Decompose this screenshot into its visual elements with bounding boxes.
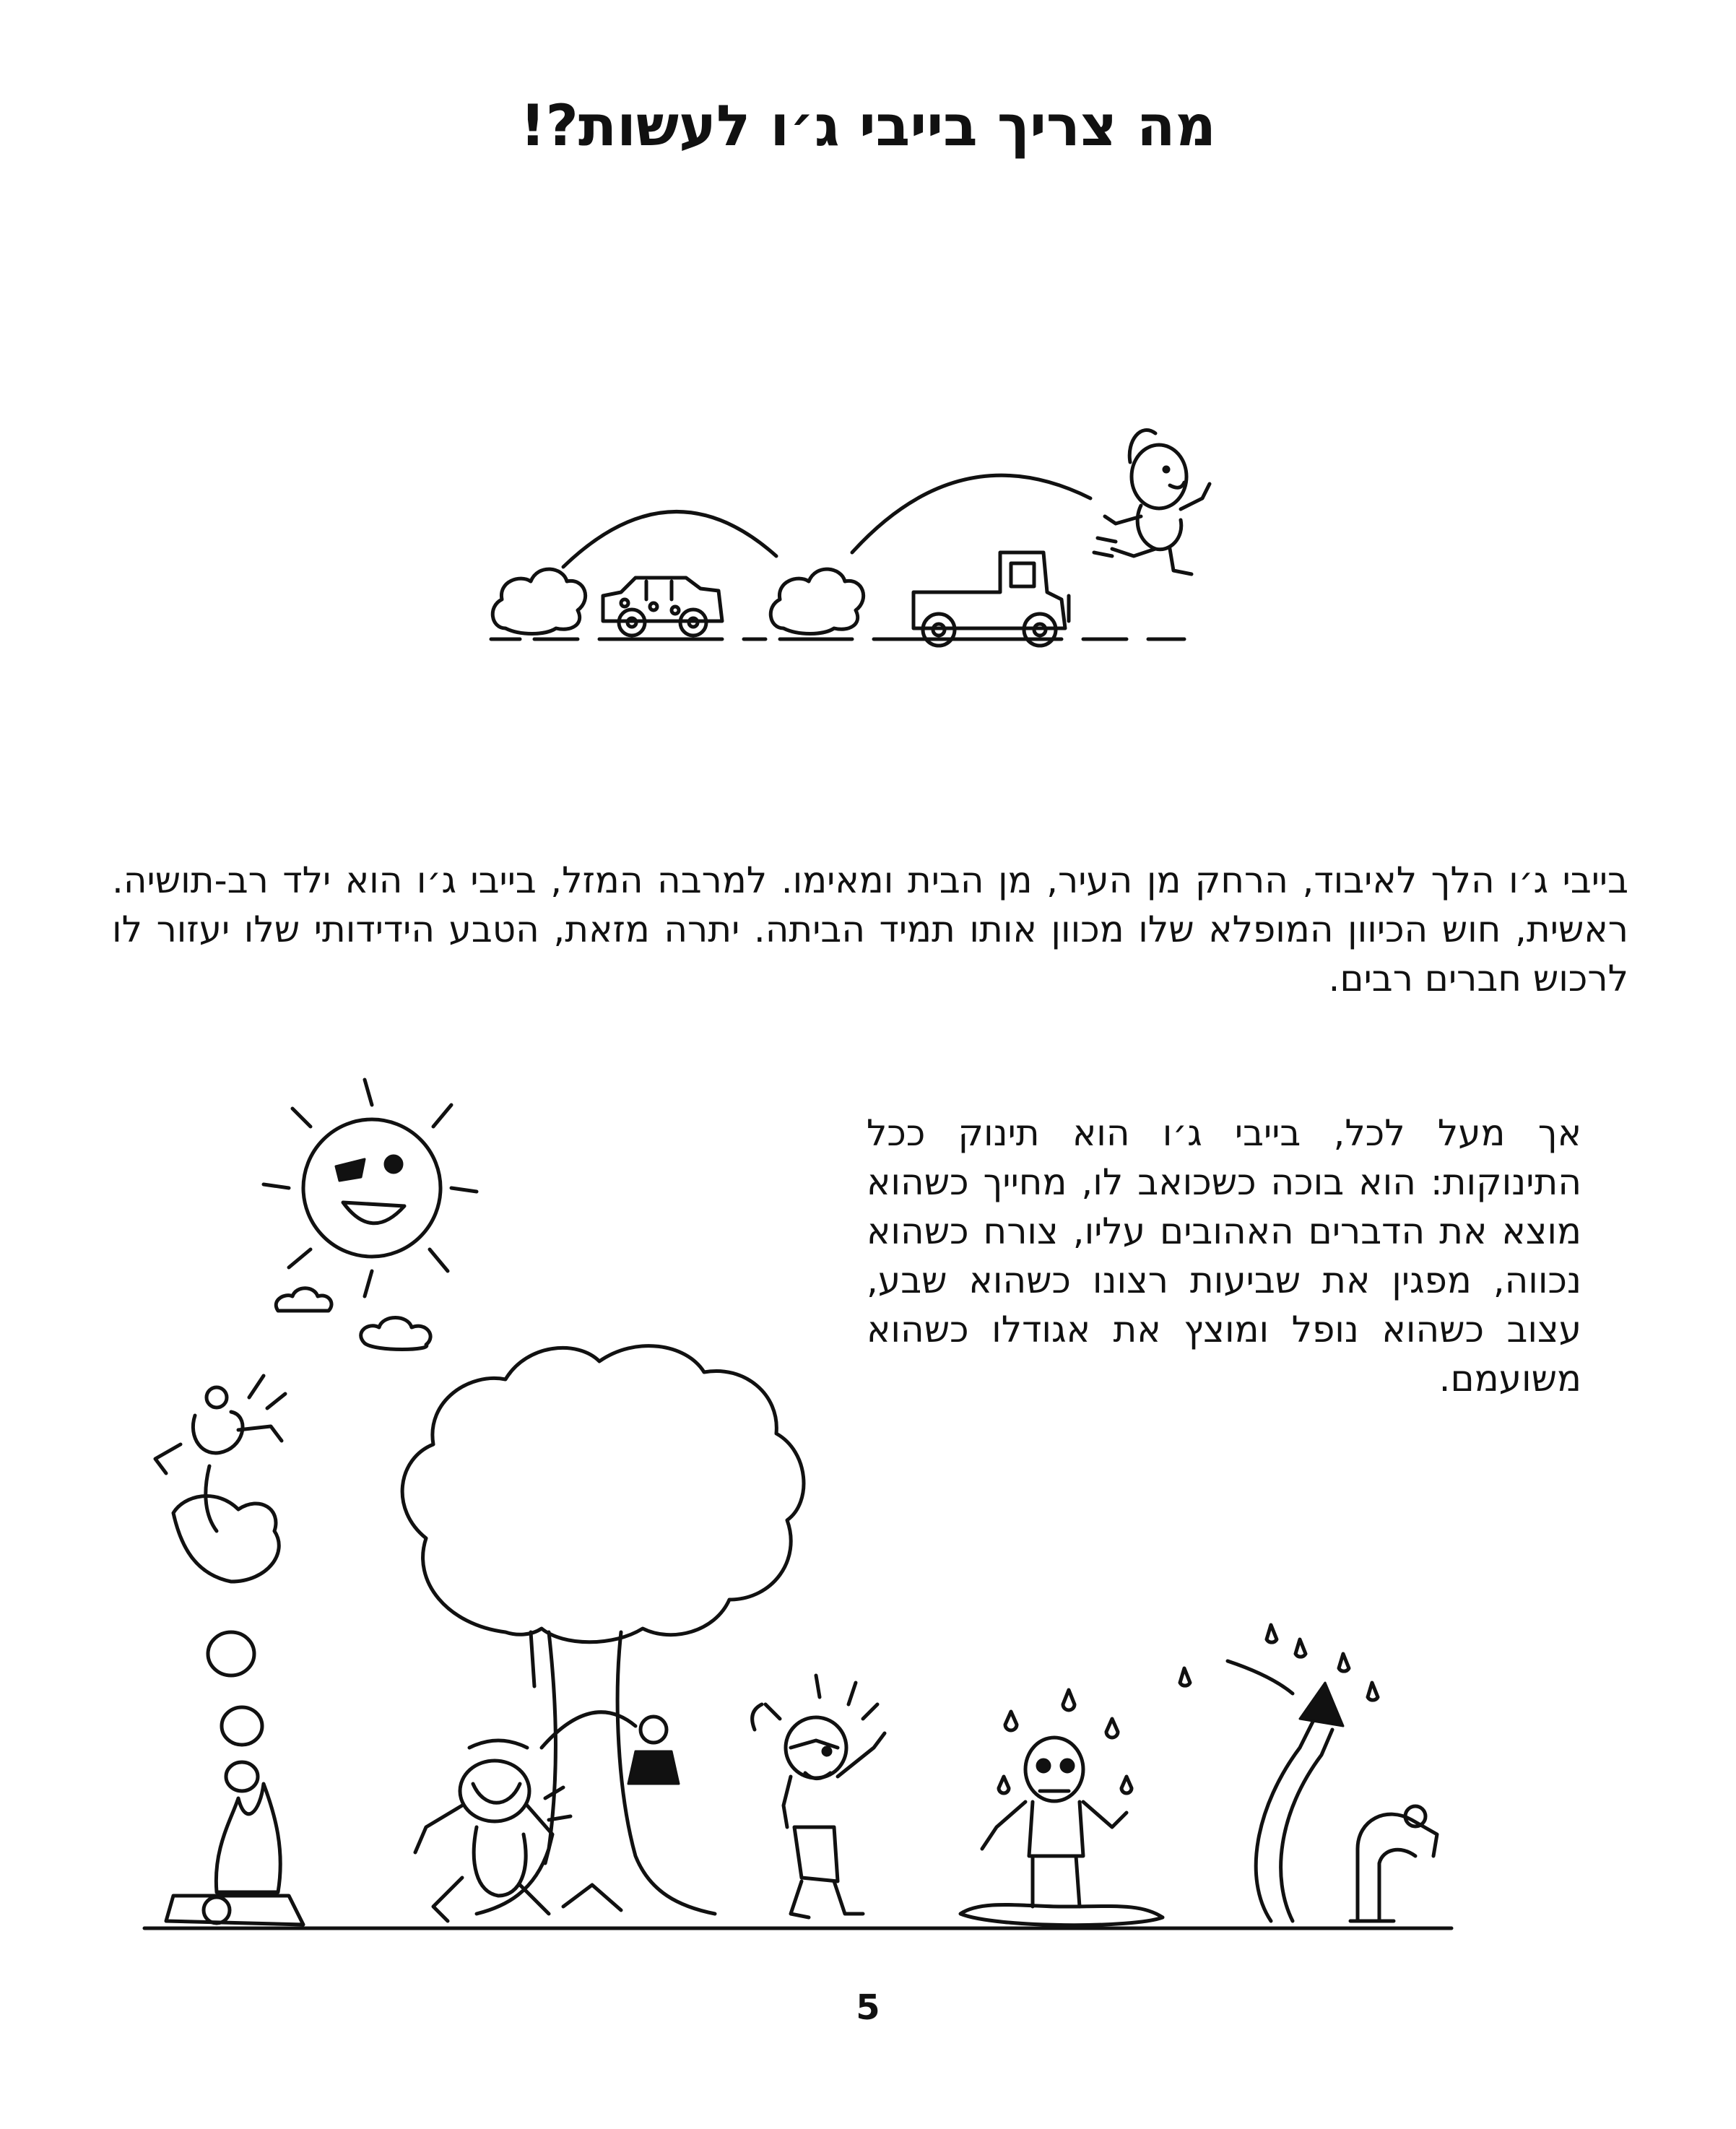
weight-icon	[542, 1712, 679, 1784]
tree-icon	[402, 1346, 804, 1914]
baby-joe-wet-icon	[960, 1690, 1163, 1925]
intro-paragraph: בייבי ג׳ו הלך לאיבוד, הרחק מן העיר, מן הבית ומאימו. למרבה המזל, בייבי ג׳ו הוא ילד רב-תושיה. ראשית, חוש הכיוון המופלא שלו מכוון אותו תמיד הביתה. יתרה מזאת, הטבע הידידותי שלו יעזור לו לרכוש חברים רבים.	[112, 859, 1628, 1000]
emotions-paragraph: אך מעל לכל, בייבי ג׳ו הוא תינוק ככל התינוקות: הוא בוכה כשכואב לו, מחייך כשהוא מוצא את הדברים האהובים עליו, צורח כשהוא נכווה, מפגין את שביעות רצונו כשהוא שבע, עצוב כשהוא נופל ומוצץ את אגודלו כשהוא משועמם.	[867, 1112, 1581, 1400]
baby-joe-burned-icon	[155, 1376, 303, 1925]
faucet-icon	[1350, 1806, 1437, 1921]
sun-icon	[264, 1080, 477, 1296]
page-title: מה צריך בייבי ג׳ו לעשות?!	[520, 94, 1216, 159]
baby-joe-fallen-icon	[415, 1740, 570, 1921]
small-cloud-icon	[276, 1288, 430, 1350]
baby-joe-screaming-icon	[752, 1675, 885, 1917]
hose-icon	[1180, 1625, 1378, 1921]
page-number: 5	[856, 1987, 880, 2028]
